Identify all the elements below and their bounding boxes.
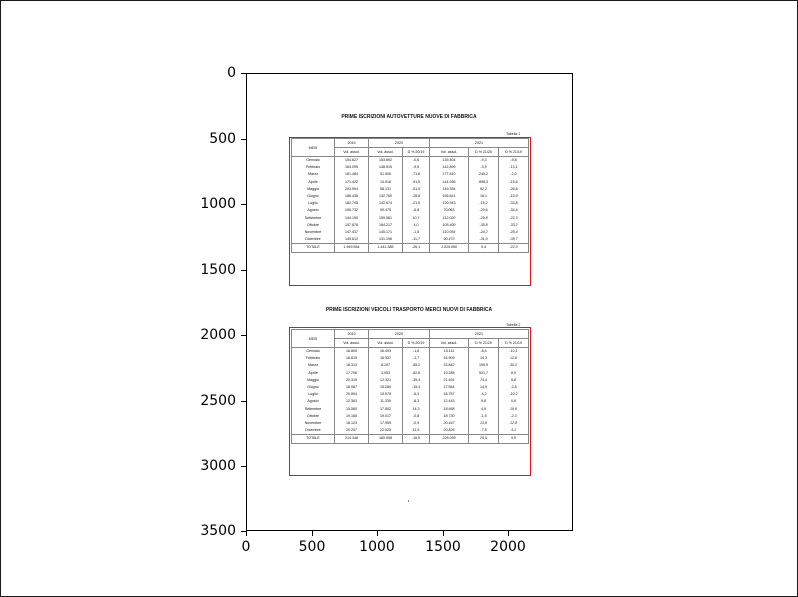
value-cell: 17.802: [369, 406, 403, 413]
value-cell: 12,6: [499, 355, 529, 362]
value-cell: 898,3: [469, 179, 499, 186]
x-tick-label: 500: [298, 539, 326, 555]
month-cell: Aprile: [292, 370, 335, 377]
value-cell: 18.067: [335, 384, 369, 391]
value-cell: -1,8: [403, 348, 430, 356]
y-tick-label: 500: [209, 131, 236, 147]
value-cell: 190,9: [469, 362, 499, 369]
value-cell: 153.692: [369, 157, 403, 165]
value-cell: 13,8: [469, 420, 499, 427]
value-cell: 19,8: [499, 406, 529, 413]
value-cell: 171.422: [335, 179, 369, 186]
header-vol: Vol. assol.: [430, 339, 469, 348]
value-cell: 112.020: [430, 215, 469, 222]
value-cell: 16.537: [369, 355, 403, 362]
header-2021: 2021: [430, 330, 529, 339]
value-cell: 147.437: [335, 229, 369, 236]
value-cell: 14,3: [403, 406, 430, 413]
month-cell: Luglio: [292, 200, 335, 207]
header-vol: Vol. assol.: [369, 148, 403, 157]
month-cell: Marzo: [292, 362, 335, 369]
x-tick-label: 1500: [425, 539, 461, 555]
value-cell: -15,2: [469, 200, 499, 207]
value-cell: 148.515: [369, 164, 403, 171]
value-cell: 11.335: [369, 398, 403, 405]
value-cell: -15,9: [499, 193, 529, 200]
value-cell: 139.404: [430, 157, 469, 165]
value-cell: -51,9: [403, 186, 430, 193]
value-cell: 74,4: [469, 377, 499, 384]
value-cell: 15.280: [369, 384, 403, 391]
value-cell: -6,8: [403, 207, 430, 214]
value-cell: -25,4: [499, 229, 529, 236]
value-cell: 156.814: [430, 193, 469, 200]
value-cell: 16.909: [430, 355, 469, 362]
value-cell: 8,9: [499, 370, 529, 377]
value-cell: -0,8: [403, 413, 430, 420]
value-cell: -10,1: [499, 348, 529, 356]
value-cell: 4,0: [403, 222, 430, 229]
total-value: 25,5: [469, 435, 499, 443]
value-cell: 12.363: [335, 398, 369, 405]
value-cell: 18.730: [430, 413, 469, 420]
header-2021: 2021: [430, 139, 529, 148]
value-cell: 10,7: [403, 215, 430, 222]
value-cell: 145.171: [369, 229, 403, 236]
x-tick-label: 0: [241, 539, 251, 555]
value-cell: 19.165: [335, 413, 369, 420]
value-cell: 142.674: [369, 200, 403, 207]
value-cell: -2,3: [499, 413, 529, 420]
header-vol: Vol. assol.: [335, 148, 369, 157]
value-cell: 15.111: [430, 348, 469, 356]
value-cell: 120.943: [430, 200, 469, 207]
value-cell: -71,6: [403, 171, 430, 178]
value-cell: -33,2: [499, 222, 529, 229]
header-vol: Vol. assol.: [430, 148, 469, 157]
value-cell: 4,9: [469, 406, 499, 413]
value-cell: -33,8: [499, 200, 529, 207]
value-cell: 149.612: [335, 236, 369, 244]
value-cell: 20.447: [430, 420, 469, 427]
value-cell: 106.732: [335, 207, 369, 214]
value-cell: 144.936: [430, 179, 469, 186]
value-cell: -29,6: [469, 207, 499, 214]
month-cell: Ottobre: [292, 222, 335, 229]
value-cell: 16.493: [369, 348, 403, 356]
value-cell: 18.123: [335, 420, 369, 427]
value-cell: 19.285: [430, 370, 469, 377]
value-cell: -39,4: [403, 377, 430, 384]
header-2020: 2020: [369, 139, 430, 148]
month-cell: Dicembre: [292, 236, 335, 244]
value-cell: -1,5: [403, 229, 430, 236]
total-value: 214.348: [335, 435, 369, 443]
month-cell: Febbraio: [292, 164, 335, 171]
value-cell: 22.525: [369, 427, 403, 435]
value-cell: 531,7: [469, 370, 499, 377]
value-cell: -13,1: [499, 164, 529, 171]
value-cell: 18.668: [430, 406, 469, 413]
month-cell: Settembre: [292, 406, 335, 413]
value-cell: 12,8: [499, 420, 529, 427]
value-cell: -11,7: [403, 236, 430, 244]
value-cell: 3,1: [499, 427, 529, 435]
value-cell: 14.518: [369, 179, 403, 186]
month-cell: Maggio: [292, 377, 335, 384]
value-cell: 21.491: [430, 377, 469, 384]
value-cell: -55,2: [403, 362, 430, 369]
value-cell: -1,7: [403, 355, 430, 362]
header-vol: Vol. assol.: [369, 339, 403, 348]
value-cell: 16.800: [335, 348, 369, 356]
month-cell: Agosto: [292, 398, 335, 405]
total-value: 180.098: [369, 435, 403, 443]
value-cell: 52,2: [469, 186, 499, 193]
value-cell: 90.473: [430, 236, 469, 244]
y-tick-label: 1000: [200, 196, 236, 212]
value-cell: 110.054: [430, 229, 469, 236]
value-cell: 0,6: [499, 398, 529, 405]
y-tick-label: 2000: [200, 327, 236, 343]
month-cell: Gennaio: [292, 157, 335, 165]
total-value: 5,4: [469, 244, 499, 252]
value-cell: 14,9: [469, 384, 499, 391]
month-cell: Aprile: [292, 179, 335, 186]
value-cell: -24,2: [469, 229, 499, 236]
value-cell: -15,6: [499, 179, 529, 186]
month-cell: Settembre: [292, 215, 335, 222]
header-d2019: D % 20/19: [403, 339, 430, 348]
value-cell: 144.190: [335, 215, 369, 222]
header-mesi: MESI: [292, 139, 335, 157]
header-2019: 2019: [335, 330, 369, 339]
value-cell: 164.095: [335, 164, 369, 171]
header-mesi: MESI: [292, 330, 335, 348]
value-cell: 132.760: [369, 193, 403, 200]
table2-highlight-box: [289, 327, 531, 476]
month-cell: Dicembre: [292, 427, 335, 435]
month-cell: Maggio: [292, 186, 335, 193]
value-cell: 182.745: [335, 200, 369, 207]
value-cell: -9,8: [499, 157, 529, 165]
table1-title: PRIME ISCRIZIONI AUTOVETTURE NUOVE DI FABBRICA: [341, 114, 477, 120]
value-cell: -35,8: [469, 222, 499, 229]
value-cell: -6,3: [403, 391, 430, 398]
value-cell: -21,9: [403, 200, 430, 207]
value-cell: -2,8: [499, 384, 529, 391]
header-d2019: D % 20/19: [403, 148, 430, 157]
value-cell: 17.959: [369, 420, 403, 427]
total-value: 1.441.385: [369, 244, 403, 252]
value-cell: -26,8: [499, 186, 529, 193]
value-cell: 9,8: [469, 398, 499, 405]
value-cell: 20.315: [335, 377, 369, 384]
value-cell: 203.904: [335, 186, 369, 193]
value-cell: 30,2: [499, 362, 529, 369]
value-cell: -34,4: [499, 207, 529, 214]
value-cell: 17.706: [335, 370, 369, 377]
month-cell: Giugno: [292, 384, 335, 391]
total-value: -26,1: [403, 244, 430, 252]
scan-speck: [408, 500, 409, 502]
y-tick-label: 0: [227, 65, 236, 81]
value-cell: 98.131: [369, 186, 403, 193]
value-cell: 18.757: [430, 391, 469, 398]
value-cell: -22,3: [499, 215, 529, 222]
value-cell: 5,8: [499, 377, 529, 384]
value-cell: 164.217: [369, 222, 403, 229]
value-cell: -4,2: [469, 391, 499, 398]
header-d2120: D % 21/20: [469, 339, 499, 348]
value-cell: 3.053: [369, 370, 403, 377]
value-cell: 12.443: [430, 398, 469, 405]
value-cell: -8,3: [403, 398, 430, 405]
value-cell: 20.894: [335, 391, 369, 398]
total-value: 226.059: [430, 435, 469, 443]
value-cell: 12.321: [369, 377, 403, 384]
month-cell: Novembre: [292, 420, 335, 427]
y-tick-label: 1500: [200, 262, 236, 278]
value-cell: -29,8: [469, 215, 499, 222]
value-cell: 177.810: [430, 171, 469, 178]
value-cell: -1,5: [469, 413, 499, 420]
value-cell: 8.197: [369, 362, 403, 369]
value-cell: 157.878: [335, 222, 369, 229]
value-cell: -0,9: [403, 420, 430, 427]
value-cell: 105.400: [430, 222, 469, 229]
value-cell: -7,5: [469, 427, 499, 435]
total-value: -22,0: [499, 244, 529, 252]
value-cell: 14,3: [469, 355, 499, 362]
value-cell: 18.313: [335, 362, 369, 369]
value-cell: -0,6: [403, 157, 430, 165]
value-cell: 15.580: [335, 406, 369, 413]
value-cell: 131.196: [369, 236, 403, 244]
value-cell: 19.578: [369, 391, 403, 398]
month-cell: Marzo: [292, 171, 335, 178]
value-cell: 142.899: [430, 164, 469, 171]
month-cell: Novembre: [292, 229, 335, 236]
total-value: 5,5: [499, 435, 529, 443]
value-cell: 18,1: [469, 193, 499, 200]
value-cell: 19.017: [369, 413, 403, 420]
header-d2120: D % 21/20: [469, 148, 499, 157]
header-2019: 2019: [335, 139, 369, 148]
total-label: TOTALE: [292, 244, 335, 252]
value-cell: -3,9: [469, 164, 499, 171]
value-cell: -15,4: [403, 384, 430, 391]
total-value: 1.949.554: [335, 244, 369, 252]
value-cell: 20.826: [430, 427, 469, 435]
header-d2119: D % 21/19: [499, 339, 529, 348]
y-tick-label: 3000: [200, 458, 236, 474]
total-label: TOTALE: [292, 435, 335, 443]
value-cell: -2,0: [499, 171, 529, 178]
table1-highlight-box: [289, 137, 531, 286]
total-value: 1.519.690: [430, 244, 469, 252]
month-cell: Ottobre: [292, 413, 335, 420]
value-cell: -82,8: [403, 370, 430, 377]
value-cell: -10,2: [499, 391, 529, 398]
value-cell: 51.506: [369, 171, 403, 178]
value-cell: 99.475: [369, 207, 403, 214]
value-cell: 186.438: [335, 193, 369, 200]
value-cell: 159.561: [369, 215, 403, 222]
month-cell: Luglio: [292, 391, 335, 398]
value-cell: 245,2: [469, 171, 499, 178]
value-cell: -39,7: [499, 236, 529, 244]
month-cell: Giugno: [292, 193, 335, 200]
value-cell: 181.484: [335, 171, 369, 178]
value-cell: 154.627: [335, 157, 369, 165]
value-cell: -31,0: [469, 236, 499, 244]
value-cell: -9,5: [403, 164, 430, 171]
value-cell: 11,5: [403, 427, 430, 435]
x-tick-label: 2000: [490, 539, 526, 555]
y-tick-label: 3500: [200, 523, 236, 539]
value-cell: -8,4: [469, 348, 499, 356]
table2-ref: Tabella 2: [506, 323, 521, 327]
value-cell: 23.842: [430, 362, 469, 369]
value-cell: 16.815: [335, 355, 369, 362]
value-cell: 70.063: [430, 207, 469, 214]
y-tick-label: 2500: [200, 393, 236, 409]
month-cell: Agosto: [292, 207, 335, 214]
header-d2119: D % 21/19: [499, 148, 529, 157]
table2-title: PRIME ISCRIZIONI VEICOLI TRASPORTO MERCI NUOVI DI FABBRICA: [325, 307, 493, 313]
value-cell: 17.554: [430, 384, 469, 391]
table1-ref: Tabella 1: [506, 132, 521, 136]
value-cell: -9,3: [469, 157, 499, 165]
header-vol: Vol. assol.: [335, 339, 369, 348]
value-cell: 149.354: [430, 186, 469, 193]
value-cell: -28,8: [403, 193, 430, 200]
month-cell: Gennaio: [292, 348, 335, 356]
month-cell: Febbraio: [292, 355, 335, 362]
x-tick-label: 1000: [359, 539, 395, 555]
header-2020: 2020: [369, 330, 430, 339]
total-value: -16,0: [403, 435, 430, 443]
value-cell: -91,5: [403, 179, 430, 186]
value-cell: 20.207: [335, 427, 369, 435]
